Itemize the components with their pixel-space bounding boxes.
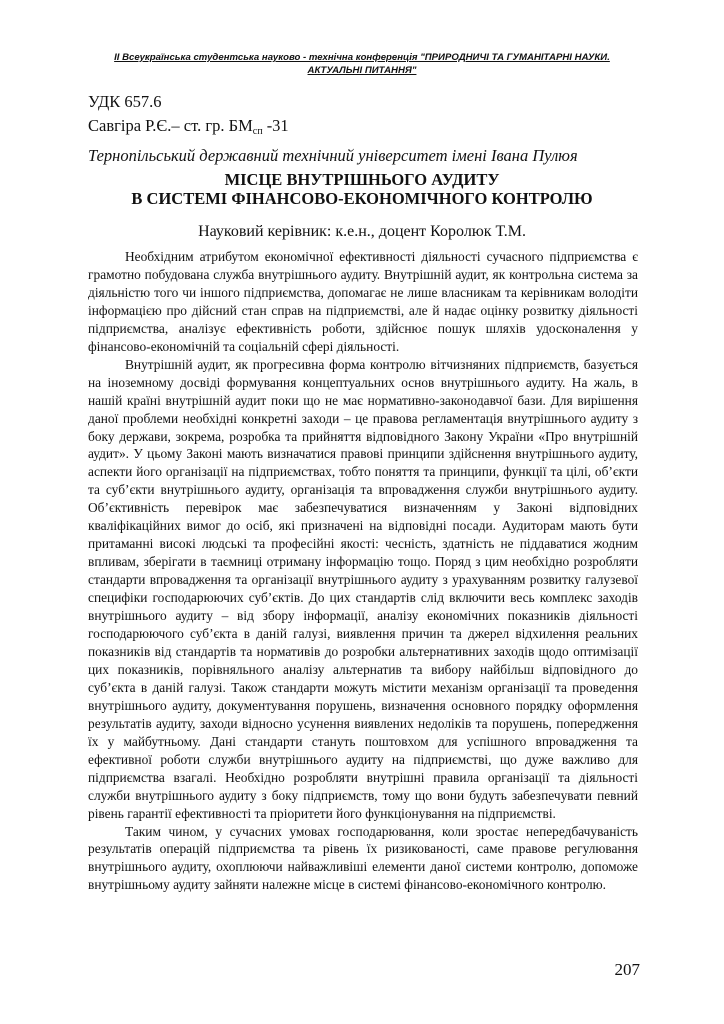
running-header-line-2: АКТУАЛЬНІ ПИТАННЯ" [307,64,417,76]
supervisor-line: Науковий керівник: к.е.н., доцент Королюк Т.М. [198,223,526,240]
author-name: Савгіра Р.Є.– ст. гр. БМ [88,116,253,135]
running-header [96,52,628,77]
article-title [88,170,636,208]
udc-code: УДК 657.6 [88,92,162,111]
page-number: 207 [614,960,640,979]
running-header-line-1: ІІ Всеукраїнська студентська науково - технічна конференція "ПРИРОДНИЧІ ТА ГУМАНІТАРНІ НАУКИ. [114,52,610,63]
article-body [88,248,638,894]
author-line [88,114,648,144]
title-line-2: В СИСТЕМІ ФІНАНСОВО-ЕКОНОМІЧНОГО КОНТРОЛЮ [131,189,593,208]
article-meta [88,90,648,168]
affiliation: Тернопільський державний технічний університет імені Івана Пулюя [88,146,578,165]
author-group-subscript: сп [252,126,263,137]
body-paragraph-3: Таким чином, у сучасних умовах господарювання, коли зростає непередбачуваність результатів операцій підприємства та рівень їх ризикованості, саме правове регулювання внутрішнього аудиту, охоплюючи найважливіші елементи даної системи контролю, допоможе внутрішньому аудиту зайняти належне місце в системі фінансово-економічного контролю. [88,823,638,893]
body-paragraph-2: Внутрішній аудит, як прогресивна форма контролю вітчизняних підприємств, базується на іноземному досвіді формування концептуальних основ внутрішнього аудиту. На жаль, в нашій країні внутрішній аудит поки що не має нормативно-законодавчої бази. Для вирішення даної проблеми необхідні конкретні заходи – це правова регламентація внутрішнього аудиту з боку держави, зокрема, розробка та прийняття відповідного Закону України «Про внутрішній аудит». У цьому Законі мають визначатися правові принципи здійснення внутрішнього аудиту, аспекти його організації на підприємствах, тобто поняття та принципи, функції та цілі, об’єкти та суб’єкти внутрішнього аудиту, організація та впровадження служби внутрішнього аудиту. Об’єктивність перевірок має забезпечуватися визначенням у Законі відповідних кваліфікаційних вимог до осіб, які призначені на відповідні посади. Аудиторам мають бути притаманні високі людські та професійні якості: чесність, здатність не піддаватися жодним впливам, зберігати в таємниці отриману інформацію тощо. Поряд з цим необхідно розробляти стандарти впровадження та організації внутрішнього аудиту з урахуванням розвитку галузевої специфіки господарюючих суб’єктів. До цих стандартів слід включити весь комплекс заходів внутрішнього аудиту – від збору інформації, аналізу економічних показників діяльності господарюючого суб’єкта в даній галузі, виявлення причин та джерел відхилення реальних показників від стандартів та нормативів до розробки альтернативних заходів щодо оптимізації цих показників, порівняльного аналізу альтернатив та вибору найбільш відповідного до суб’єкта в даній галузі. Також стандарти можуть містити механізм організації та проведення внутрішнього аудиту, документування порушень, визначення основного порядку оформлення результатів аудиту, заходи відносно усунення виявлених недоліків та порушень, попередження їх у майбутньому. Дані стандарти стануть поштовхом для успішного впровадження та ефективної роботи служби внутрішнього аудиту на підприємстві, що дуже важливо для підприємства взагалі. Необхідно розробляти внутрішні правила організації та діяльності служби внутрішнього аудиту з боку підприємств, тому що вони будуть забезпечувати певний рівень гарантії ефективності та пріоритети його функціонування на підприємстві. [88,356,638,821]
title-line-1: МІСЦЕ ВНУТРІШНЬОГО АУДИТУ [224,170,500,189]
body-paragraph-1: Необхідним атрибутом економічної ефективності діяльності сучасного підприємства є грамотно побудована служба внутрішнього аудиту. Внутрішній аудит, як контрольна система за діяльністю того чи іншого підприємства, допомагає не лише власникам та керівникам володіти інформацією про дійсний стан справ на підприємстві, але й надає оцінку розвитку діяльності підприємства, аналізує ефективність роботи, здійснює пошук шляхів удосконалення у фінансово-економічній та соціальній сфері діяльності. [88,249,638,354]
author-group-suffix: -31 [262,116,289,135]
